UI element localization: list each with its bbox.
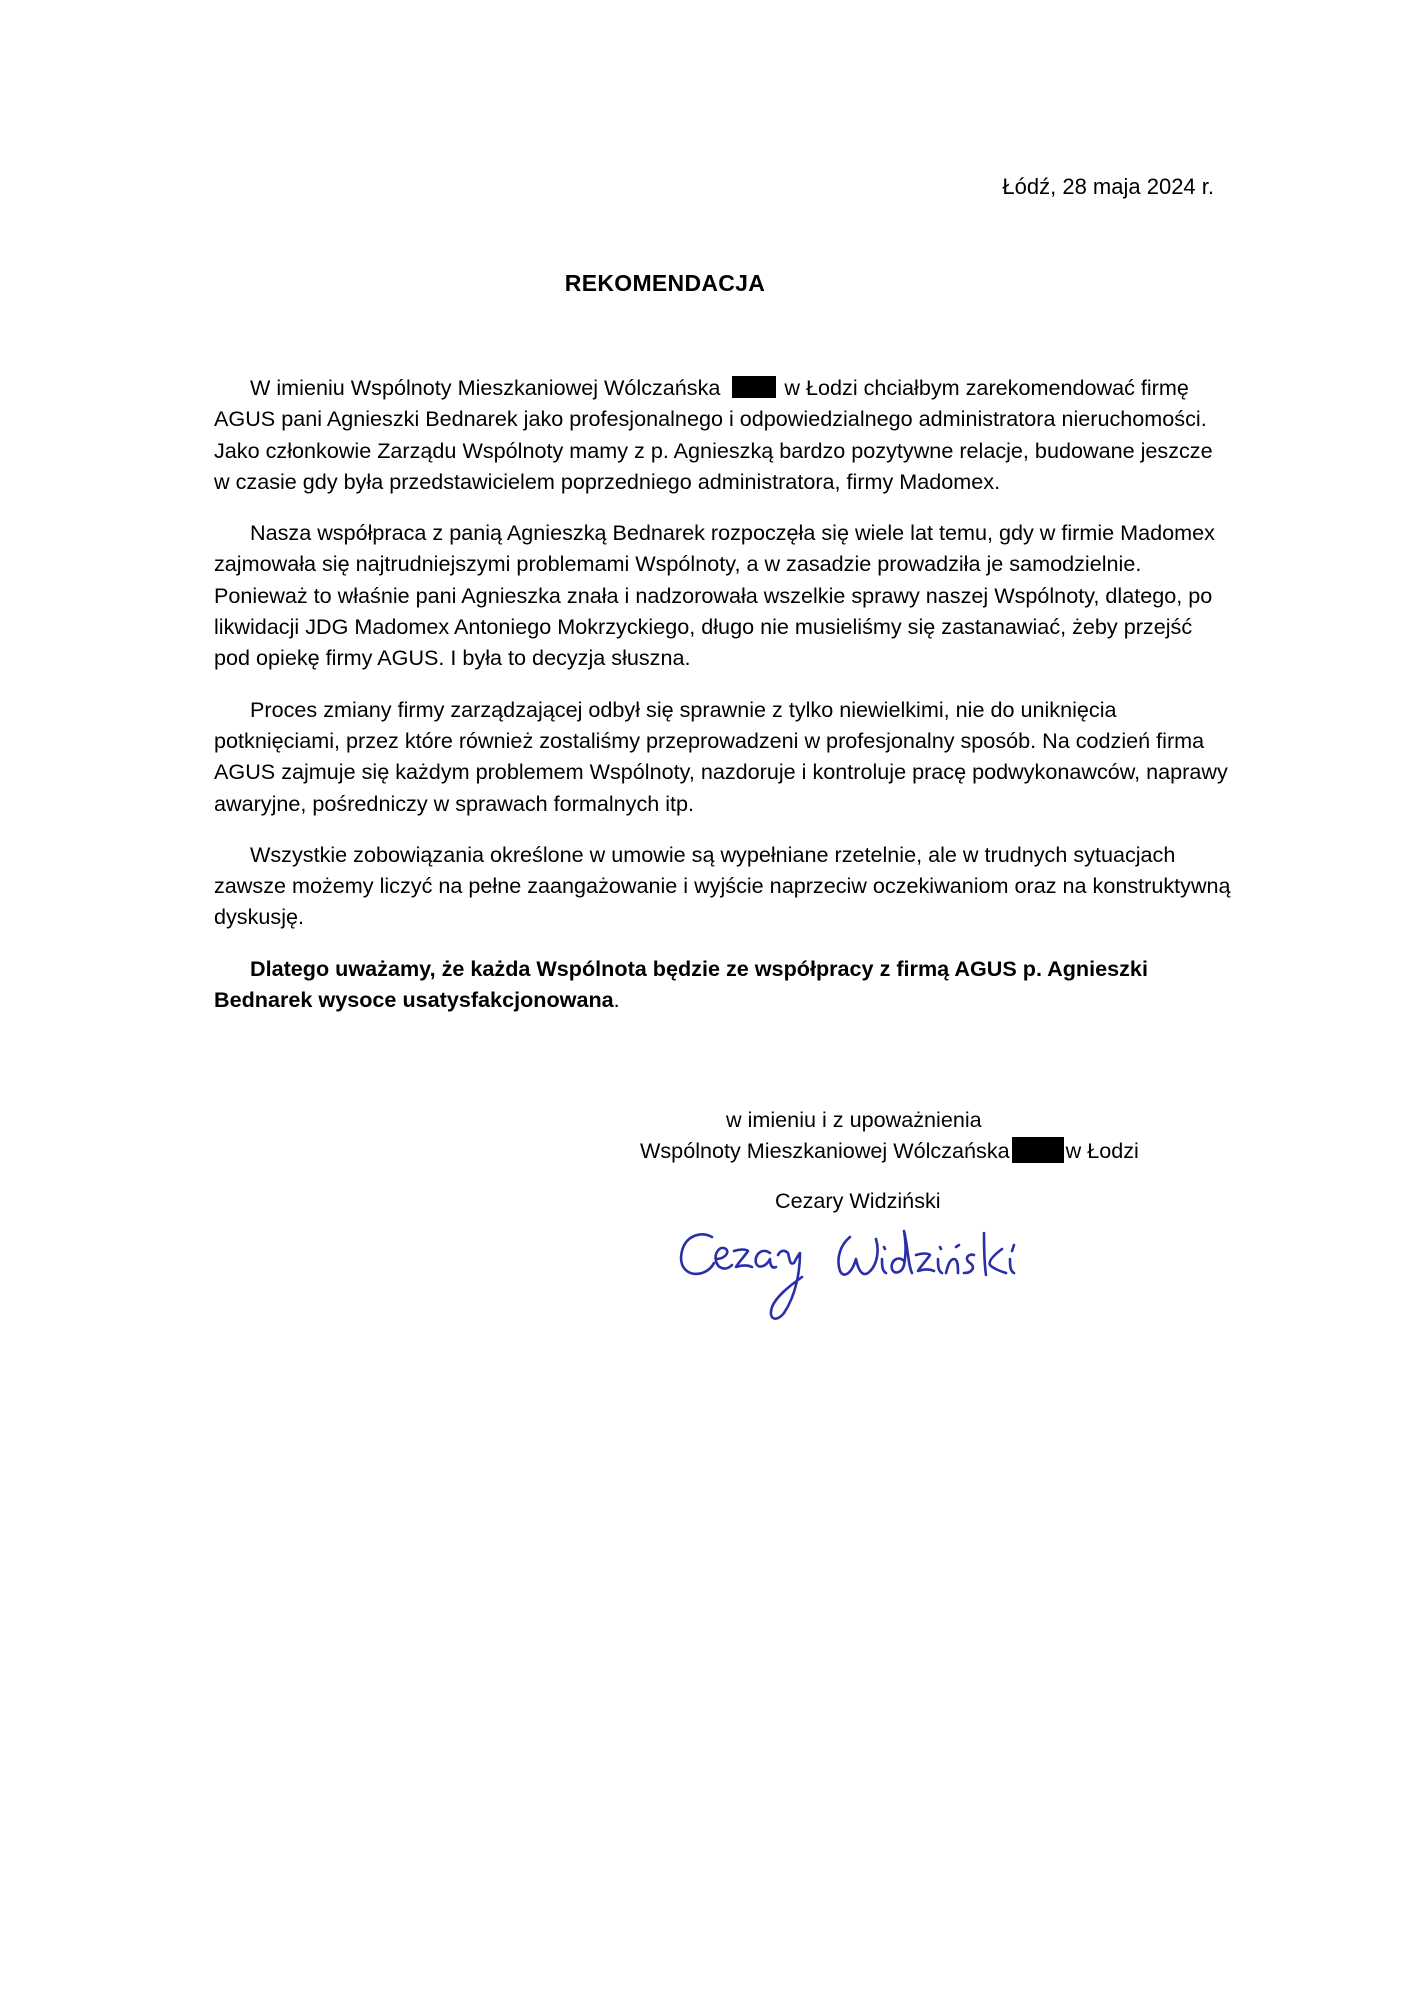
paragraph-5 [214, 953, 1234, 1016]
paragraph-2: Nasza współpraca z panią Agnieszką Bednarek rozpoczęła się wiele lat temu, gdy w firmie Madomex zajmowała się najtrudniejszymi problemami Wspólnoty, a w zasadzie prowadziła je samodzielnie. Ponieważ to właśnie pani Agnieszka znała i nadzorowała wszelkie sprawy naszej Wspólnoty, dlatego, po likwidacji JDG Madomex Antoniego Mokrzyckiego, długo nie musieliśmy się zastanawiać, żeby przejść pod opiekę firmy AGUS. I była to decyzja słuszna. [214, 520, 1215, 671]
paragraph-1 [214, 372, 1234, 497]
document-title: REKOMENDACJA [564, 270, 766, 296]
handwritten-signature [672, 1215, 1092, 1335]
document-date: Łódź, 28 maja 2024 r. [1002, 174, 1214, 199]
signoff-block [640, 1104, 1220, 1166]
paragraph-4: Wszystkie zobowiązania określone w umowie są wypełniane rzetelnie, ale w trudnych sytuacjach zawsze możemy liczyć na pełne zaangażowanie i wyjście naprzeciw oczekiwaniom oraz na konstruktywną dyskusję. [214, 841, 1231, 930]
signoff-line-2-end: w Łodzi [1065, 1138, 1139, 1163]
signoff-line-2-start: Wspólnoty Mieszkaniowej Wólczańska [640, 1138, 1010, 1163]
signoff-line-1: w imieniu i z upoważnienia [726, 1107, 982, 1132]
redaction-block [1012, 1137, 1064, 1163]
signoff-line-2 [640, 1135, 1220, 1166]
paragraph-3: Proces zmiany firmy zarządzającej odbył się sprawnie z tylko niewielkimi, nie do uniknięcia potknięciami, przez które również zostaliśmy przeprowadzeni w profesjonalny sposób. Na codzień firma AGUS zajmuje się każdym problemem Wspólnoty, nazdoruje i kontroluje pracę podwykonawców, naprawy awaryjne, pośredniczy w sprawach formalnych itp. [214, 696, 1228, 816]
paragraph-1-start: W imieniu Wspólnoty Mieszkaniowej Wólczańska [250, 375, 727, 400]
letter-body [214, 372, 1234, 1035]
redaction-block [732, 376, 776, 398]
conclusion-period: . [613, 987, 620, 1013]
paragraph-1-rest: w Łodzi chciałbym zarekomendować firmę AGUS pani Agnieszki Bednarek jako profesjonalnego i odpowiedzialnego administratora nieruchomości. Jako członkowie Zarządu Wspólnoty mamy z p. Agnieszką bardzo pozytywne relacje, budowane jeszcze w czasie gdy była przedstawicielem poprzedniego administratora, firmy Madomex. [214, 375, 1213, 494]
signer-name: Cezary Widziński [775, 1188, 941, 1213]
conclusion-bold: Dlatego uważamy, że każda Wspólnota będzie ze współpracy z firmą AGUS p. Agnieszki Bednarek wysoce usatysfakcjonowana [214, 955, 1148, 1013]
